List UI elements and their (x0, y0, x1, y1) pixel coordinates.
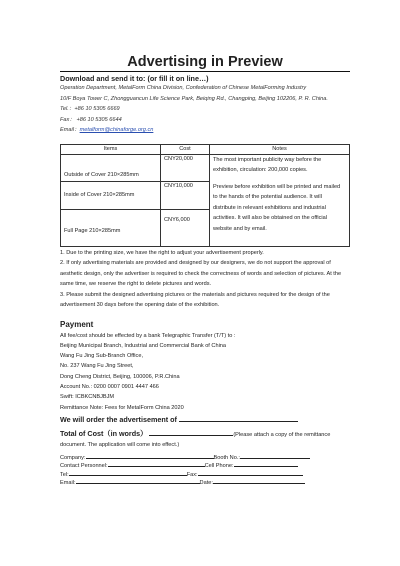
notes-bottom: Preview before exhibition will be printed and mailed to the hands of the potential audience. It will distribute in relevant exhibitions and industrial activities. It will also be obtained on the official website and by email. (213, 183, 341, 232)
order-line (60, 414, 350, 425)
table-row (61, 154, 350, 181)
email-field[interactable] (76, 476, 200, 484)
header-notes: Notes (210, 144, 350, 154)
payment-line: Wang Fu Jing Sub-Branch Office, (60, 353, 144, 360)
item-cell: Outside of Cover 210×285mm (61, 154, 161, 181)
table-header-row (61, 144, 350, 154)
total-note: (Please attach a copy of the remittance (233, 431, 331, 438)
address-line: 10/F Boya Tower C, Zhongguancun Life Science Park, Beiqing Rd., Changping, Beijing 102206, P. R. China. (60, 95, 328, 102)
email-line (60, 125, 350, 136)
field-row (60, 476, 350, 485)
cost-cell: CNY20,000 (161, 154, 210, 181)
contact-field[interactable] (108, 459, 205, 467)
header-cost: Cost (161, 144, 210, 154)
cell-field[interactable] (234, 459, 298, 467)
order-blank-field[interactable] (179, 414, 298, 422)
field-row (60, 459, 350, 468)
condition-item: 1. Due to the printing size, we have the right to adjust your advertisement properly. (60, 249, 264, 256)
advertising-price-table (60, 144, 350, 247)
condition-item: 2. If only advertising materials are provided and designed by our designers, we do not support the approval of aesthetic design, only the advertiser is required to check the correctness of words and selection of pictures. At the same time, we reserve the right to delete pictures and words. (60, 260, 342, 287)
fax-label: Fax： (60, 116, 75, 123)
condition-item: 3. Please submit the designed advertising pictures or the materials and pictures required for the design of the advertisement 30 days before the opening date of the exhibition. (60, 291, 330, 308)
fax-value: +86 10 5305 6644 (76, 116, 122, 123)
tel-field[interactable] (69, 468, 187, 476)
order-label: We will order the advertisement of (60, 414, 177, 424)
email-label: Email： (60, 127, 80, 133)
tel-label: Tel.： (60, 106, 75, 112)
notes-cell (210, 154, 350, 246)
department-line: Operation Department, MetalForm China Division, Confederation of Chinese MetalForming Industry (60, 85, 307, 91)
tel-value: +86 10 5305 6669 (74, 106, 120, 112)
applicant-fields (60, 451, 350, 485)
payment-line: Account No.: 0200 0007 0901 4447 466 (60, 383, 159, 390)
booth-field[interactable] (240, 451, 310, 459)
payment-line: No. 237 Wang Fu Jing Street, (60, 363, 134, 370)
send-instructions: Download and send it to: (or fill it on line…) (60, 74, 209, 83)
payment-line: Beijing Municipal Branch, Industrial and Commercial Bank of China (60, 342, 227, 349)
field-row (60, 468, 350, 477)
tel-field-label: Tel: (60, 471, 69, 478)
total-line (60, 428, 350, 440)
payment-line: Remittance Note: Fees for MetalForm China 2020 (60, 404, 184, 411)
date-field[interactable] (213, 476, 305, 484)
email-field-label: Email: (60, 480, 76, 487)
payment-line: Swift: ICBKCNBJBJM (60, 394, 115, 401)
company-label: Company: (60, 454, 86, 461)
fax-line (60, 115, 350, 126)
cost-cell: CNY6,000 (161, 209, 210, 246)
fax-field[interactable] (198, 468, 303, 476)
booth-label: Booth No.: (213, 454, 240, 461)
item-cell: Full Page 210×285mm (61, 209, 161, 246)
advertising-form (60, 54, 350, 485)
payment-line: Dong Cheng District, Beijing, 100006, P.R.China (60, 373, 180, 380)
contact-label: Contact Personnel: (60, 463, 108, 470)
payment-details (60, 331, 350, 413)
page-title: Advertising in Preview (60, 54, 350, 72)
total-blank-field[interactable] (149, 428, 233, 436)
total-label: Total of Cost（in words） (60, 428, 148, 438)
item-cell: Inside of Cover 210×285mm (61, 181, 161, 209)
fax-field-label: Fax: (186, 471, 198, 478)
date-label: Date: (199, 480, 213, 487)
email-link[interactable]: metalform@chinaforge.org.cn (79, 127, 154, 133)
payment-line: All fee/cost should be effected by a bank Telegraphic Transfer (T/T) to : (60, 332, 236, 339)
payment-heading: Payment (60, 319, 94, 329)
cell-label: Cell Phone: (204, 463, 234, 470)
company-field[interactable] (86, 451, 214, 459)
tel-line (60, 104, 350, 115)
conditions-list (60, 248, 350, 311)
header-items: Items (61, 144, 161, 154)
notes-top: The most important publicity way before the exhibition, circulation: 200,000 copies. (213, 156, 322, 173)
field-row (60, 451, 350, 460)
total-note-continued: document. The application will come into effect.) (60, 441, 180, 448)
contact-block (60, 83, 350, 136)
cost-cell: CNY10,000 (161, 181, 210, 209)
